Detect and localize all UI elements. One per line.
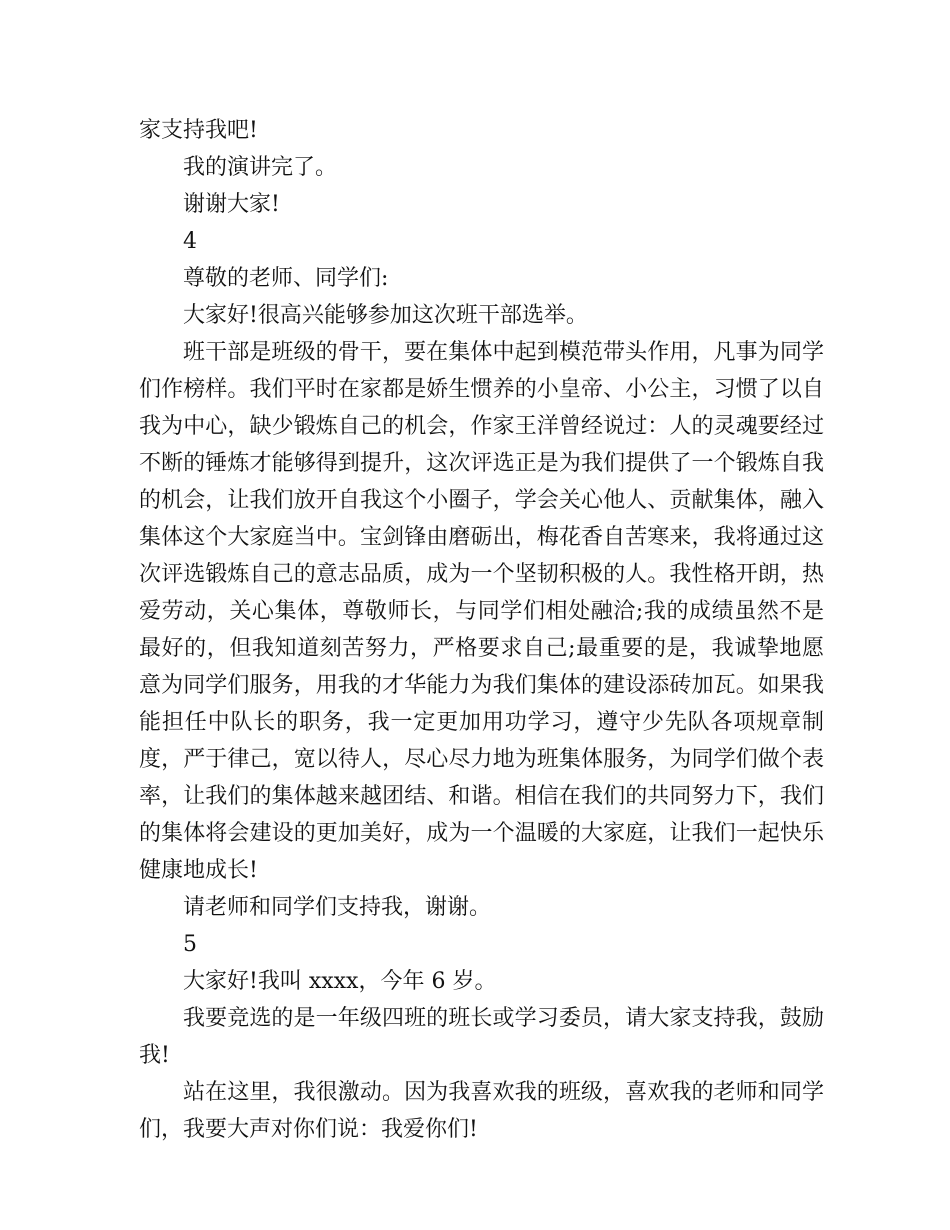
paragraph-continuation: 家支持我吧!	[139, 118, 258, 143]
section-number-5: 5	[183, 932, 197, 957]
paragraph-salutation: 尊敬的老师、同学们:	[183, 266, 389, 291]
document-body	[139, 112, 824, 1148]
paragraph-closing-request: 请老师和同学们支持我，谢谢。	[183, 895, 492, 920]
paragraph-self-introduction: 大家好!我叫 xxxx，今年 6 岁。	[183, 969, 497, 994]
paragraph-candidacy: 我要竞选的是一年级四班的班长或学习委员，请大家支持我，鼓励我!	[139, 1006, 824, 1068]
paragraph-greeting: 大家好!很高兴能够参加这次班干部选举。	[183, 303, 588, 328]
paragraph-thanks: 谢谢大家!	[183, 192, 280, 217]
section-number-4: 4	[183, 229, 197, 254]
paragraph-speech-end: 我的演讲完了。	[183, 155, 338, 180]
paragraph-main-speech: 班干部是班级的骨干，要在集体中起到模范带头作用，凡事为同学们作榜样。我们平时在家都是娇生惯养的小皇帝、小公主，习惯了以自我为中心，缺少锻炼自己的机会，作家王洋曾经说过：人的灵魂要经过不断的锤炼才能够得到提升，这次评选正是为我们提供了一个锻炼自我的机会，让我们放开自我这个小圈子，学会关心他人、贡献集体，融入集体这个大家庭当中。宝剑锋由磨砺出，梅花香自苦寒来，我将通过这次评选锻炼自己的意志品质，成为一个坚韧积极的人。我性格开朗，热爱劳动，关心集体，尊敬师长，与同学们相处融洽;我的成绩虽然不是最好的，但我知道刻苦努力，严格要求自己;最重要的是，我诚挚地愿意为同学们服务，用我的才华能力为我们集体的建设添砖加瓦。如果我能担任中队长的职务，我一定更加用功学习，遵守少先队各项规章制度，严于律己，宽以待人，尽心尽力地为班集体服务，为同学们做个表率，让我们的集体越来越团结、和谐。相信在我们的共同努力下，我们的集体将会建设的更加美好，成为一个温暖的大家庭，让我们一起快乐健康地成长!	[139, 340, 824, 883]
paragraph-feelings: 站在这里，我很激动。因为我喜欢我的班级，喜欢我的老师和同学们，我要大声对你们说：我爱你们!	[139, 1080, 824, 1142]
